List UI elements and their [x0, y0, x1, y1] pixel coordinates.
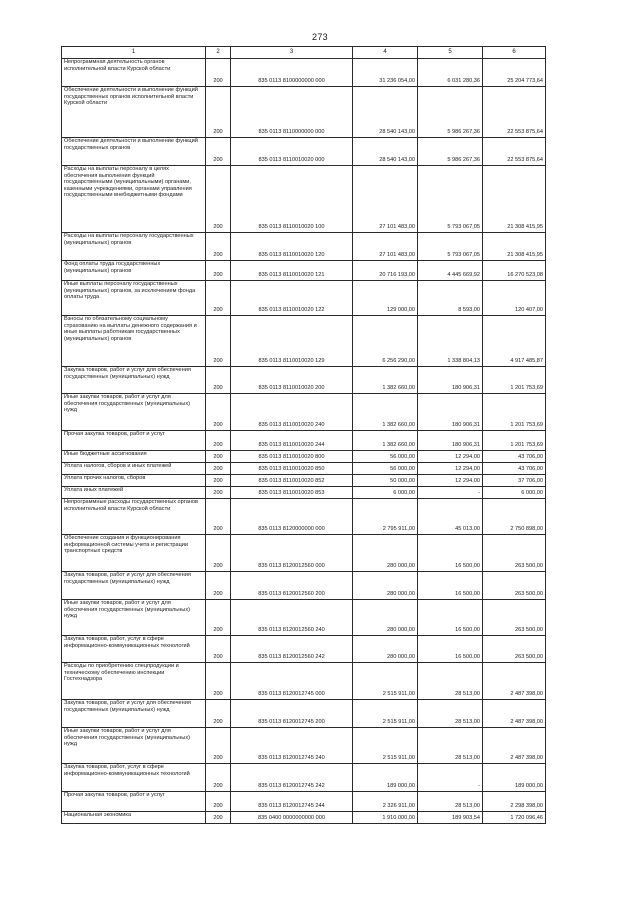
row-indicator-code: 200 [206, 475, 231, 487]
row-name: Уплата налогов, сборов и иных платежей [62, 463, 206, 475]
row-name: Закупка товаров, работ и услуг для обеспечения государственных (муниципальных) нужд [62, 700, 206, 728]
table-row [62, 87, 546, 138]
row-name: Расходы на выплаты персоналу государственных (муниципальных) органов [62, 233, 206, 261]
row-indicator-code: 200 [206, 233, 231, 261]
row-approved-amount: 28 540 143,00 [353, 87, 418, 138]
row-approved-amount: 280 000,00 [353, 572, 418, 600]
row-indicator-code: 200 [206, 281, 231, 316]
row-indicator-code: 200 [206, 636, 231, 663]
row-unexecuted-amount: 4 917 485,87 [483, 316, 546, 367]
row-unexecuted-amount: 1 201 753,69 [483, 431, 546, 451]
row-approved-amount: 6 000,00 [353, 487, 418, 499]
row-executed-amount: 4 445 669,92 [418, 261, 483, 281]
row-name: Обеспечение деятельности и выполнение функций государственных органов [62, 138, 206, 166]
row-approved-amount: 2 515 911,00 [353, 700, 418, 728]
table-row [62, 499, 546, 535]
column-header: 2 [206, 47, 231, 59]
row-budget-classification-code: 835 0400 0000000000 000 [231, 812, 353, 824]
table-row [62, 636, 546, 663]
row-name: Иные бюджетные ассигнования [62, 451, 206, 463]
row-executed-amount: - [418, 764, 483, 792]
row-budget-classification-code: 835 0113 8110010020 800 [231, 451, 353, 463]
row-name: Фонд оплаты труда государственных (муниципальных) органов [62, 261, 206, 281]
row-approved-amount: 1 382 660,00 [353, 367, 418, 394]
row-indicator-code: 200 [206, 764, 231, 792]
row-unexecuted-amount: 2 298 398,00 [483, 792, 546, 812]
table-body [62, 59, 546, 824]
row-budget-classification-code: 835 0113 8110000000 000 [231, 87, 353, 138]
row-indicator-code: 200 [206, 728, 231, 764]
row-name: Закупка товаров, работ, услуг в сфере информационно-коммуникационных технологий [62, 764, 206, 792]
row-indicator-code: 200 [206, 487, 231, 499]
row-budget-classification-code: 835 0113 8120012560 242 [231, 636, 353, 663]
row-indicator-code: 200 [206, 792, 231, 812]
row-budget-classification-code: 835 0113 8110010020 000 [231, 138, 353, 166]
row-budget-classification-code: 835 0113 8100000000 000 [231, 59, 353, 87]
table-row [62, 487, 546, 499]
row-approved-amount: 2 515 911,00 [353, 663, 418, 700]
table-row [62, 700, 546, 728]
row-approved-amount: 1 382 660,00 [353, 431, 418, 451]
column-header: 1 [62, 47, 206, 59]
row-executed-amount: 180 906,31 [418, 367, 483, 394]
row-indicator-code: 200 [206, 572, 231, 600]
row-indicator-code: 200 [206, 812, 231, 824]
table-row [62, 600, 546, 636]
row-unexecuted-amount: 21 308 415,95 [483, 166, 546, 233]
table-row [62, 431, 546, 451]
row-name: Уплата иных платежей [62, 487, 206, 499]
row-executed-amount: 189 903,54 [418, 812, 483, 824]
row-name: Прочая закупка товаров, работ и услуг [62, 792, 206, 812]
row-approved-amount: 189 000,00 [353, 764, 418, 792]
row-approved-amount: 280 000,00 [353, 600, 418, 636]
row-unexecuted-amount: 22 553 875,64 [483, 87, 546, 138]
row-name: Иные закупки товаров, работ и услуг для обеспечения государственных (муниципальных) нужд [62, 394, 206, 431]
column-header: 6 [483, 47, 546, 59]
table-row [62, 138, 546, 166]
row-executed-amount: 5 793 067,05 [418, 166, 483, 233]
row-approved-amount: 56 000,00 [353, 463, 418, 475]
row-budget-classification-code: 835 0113 8110010020 120 [231, 233, 353, 261]
row-name: Закупка товаров, работ и услуг для обеспечения государственных (муниципальных) нужд [62, 572, 206, 600]
row-executed-amount: 180 906,31 [418, 394, 483, 431]
row-unexecuted-amount: 43 706,00 [483, 451, 546, 463]
table-row [62, 463, 546, 475]
table-row [62, 281, 546, 316]
row-indicator-code: 200 [206, 700, 231, 728]
row-executed-amount: 12 294,00 [418, 451, 483, 463]
row-name: Национальная экономика [62, 812, 206, 824]
row-executed-amount: 180 906,31 [418, 431, 483, 451]
row-budget-classification-code: 835 0113 8110010020 121 [231, 261, 353, 281]
row-unexecuted-amount: 120 407,00 [483, 281, 546, 316]
row-indicator-code: 200 [206, 394, 231, 431]
table-row [62, 535, 546, 572]
row-indicator-code: 200 [206, 499, 231, 535]
row-indicator-code: 200 [206, 600, 231, 636]
row-approved-amount: 1 382 660,00 [353, 394, 418, 431]
row-name: Иные закупки товаров, работ и услуг для обеспечения государственных (муниципальных) нужд [62, 600, 206, 636]
row-name: Иные закупки товаров, работ и услуг для обеспечения государственных (муниципальных) нужд [62, 728, 206, 764]
row-indicator-code: 200 [206, 663, 231, 700]
row-unexecuted-amount: 1 201 753,69 [483, 394, 546, 431]
row-executed-amount: 16 500,00 [418, 636, 483, 663]
row-approved-amount: 20 716 193,00 [353, 261, 418, 281]
row-unexecuted-amount: 43 706,00 [483, 463, 546, 475]
table-row [62, 261, 546, 281]
row-budget-classification-code: 835 0113 8120000000 000 [231, 499, 353, 535]
row-unexecuted-amount: 1 201 753,69 [483, 367, 546, 394]
budget-execution-table [61, 46, 546, 824]
row-name: Иные выплаты персоналу государственных (муниципальных) органов, за исключением фонда оплаты труда [62, 281, 206, 316]
row-indicator-code: 200 [206, 138, 231, 166]
row-executed-amount: 16 500,00 [418, 535, 483, 572]
row-indicator-code: 200 [206, 166, 231, 233]
row-indicator-code: 200 [206, 59, 231, 87]
row-budget-classification-code: 835 0113 8110010020 852 [231, 475, 353, 487]
row-budget-classification-code: 835 0113 8120012745 000 [231, 663, 353, 700]
row-unexecuted-amount: 22 553 875,64 [483, 138, 546, 166]
row-name: Расходы на выплаты персоналу в целях обеспечения выполнения функций государственными (муниципальными) органами, казенными учреждениями, органами управления государственными внебюджетными фондами [62, 166, 206, 233]
row-unexecuted-amount: 16 270 523,08 [483, 261, 546, 281]
row-indicator-code: 200 [206, 431, 231, 451]
row-executed-amount: 5 793 067,05 [418, 233, 483, 261]
table-row [62, 572, 546, 600]
row-executed-amount: 12 294,00 [418, 475, 483, 487]
row-name: Непрограммные расходы государственных органов исполнительной власти Курской области [62, 499, 206, 535]
row-budget-classification-code: 835 0113 8110010020 129 [231, 316, 353, 367]
row-name: Закупка товаров, работ, услуг в сфере информационно-коммуникационных технологий [62, 636, 206, 663]
row-approved-amount: 280 000,00 [353, 535, 418, 572]
table-row [62, 367, 546, 394]
row-unexecuted-amount: 37 706,00 [483, 475, 546, 487]
row-name: Прочая закупка товаров, работ и услуг [62, 431, 206, 451]
table-row [62, 663, 546, 700]
row-approved-amount: 129 000,00 [353, 281, 418, 316]
row-indicator-code: 200 [206, 535, 231, 572]
row-unexecuted-amount: 6 000,00 [483, 487, 546, 499]
row-unexecuted-amount: 189 000,00 [483, 764, 546, 792]
table-row [62, 451, 546, 463]
table-row [62, 475, 546, 487]
row-budget-classification-code: 835 0113 8120012745 242 [231, 764, 353, 792]
row-unexecuted-amount: 263 500,00 [483, 600, 546, 636]
row-approved-amount: 27 101 483,00 [353, 233, 418, 261]
row-budget-classification-code: 835 0113 8120012745 240 [231, 728, 353, 764]
row-executed-amount: 28 513,00 [418, 700, 483, 728]
table-row [62, 166, 546, 233]
row-budget-classification-code: 835 0113 8110010020 853 [231, 487, 353, 499]
page-number: 273 [312, 32, 328, 42]
table-row [62, 233, 546, 261]
row-approved-amount: 1 910 000,00 [353, 812, 418, 824]
row-executed-amount: 12 294,00 [418, 463, 483, 475]
row-executed-amount: 28 513,00 [418, 663, 483, 700]
row-budget-classification-code: 835 0113 8110010020 100 [231, 166, 353, 233]
row-indicator-code: 200 [206, 316, 231, 367]
row-approved-amount: 31 236 054,00 [353, 59, 418, 87]
column-header: 4 [353, 47, 418, 59]
row-indicator-code: 200 [206, 87, 231, 138]
table-row [62, 792, 546, 812]
row-indicator-code: 200 [206, 463, 231, 475]
row-unexecuted-amount: 25 204 773,64 [483, 59, 546, 87]
row-approved-amount: 50 000,00 [353, 475, 418, 487]
row-budget-classification-code: 835 0113 8120012745 200 [231, 700, 353, 728]
row-unexecuted-amount: 2 487 398,00 [483, 728, 546, 764]
row-budget-classification-code: 835 0113 8120012560 000 [231, 535, 353, 572]
row-executed-amount: 5 986 267,36 [418, 87, 483, 138]
row-unexecuted-amount: 1 720 096,46 [483, 812, 546, 824]
row-executed-amount: 28 513,00 [418, 728, 483, 764]
row-budget-classification-code: 835 0113 8110010020 200 [231, 367, 353, 394]
table-row [62, 394, 546, 431]
table-row [62, 316, 546, 367]
row-executed-amount: 28 513,00 [418, 792, 483, 812]
table-row [62, 764, 546, 792]
row-name: Обеспечение деятельности и выполнение функций государственных органов исполнительной власти Курской области [62, 87, 206, 138]
table-row [62, 59, 546, 87]
column-header: 5 [418, 47, 483, 59]
row-name: Расходы по приобретению спецпродукции и техническому обеспечению инспекции Гостехнадзора [62, 663, 206, 700]
row-budget-classification-code: 835 0113 8120012560 240 [231, 600, 353, 636]
row-name: Закупка товаров, работ и услуг для обеспечения государственных (муниципальных) нужд [62, 367, 206, 394]
row-budget-classification-code: 835 0113 8110010020 240 [231, 394, 353, 431]
row-unexecuted-amount: 263 500,00 [483, 636, 546, 663]
table-header-row [62, 47, 546, 59]
row-executed-amount: 8 593,00 [418, 281, 483, 316]
row-executed-amount: 16 500,00 [418, 572, 483, 600]
row-executed-amount: 16 500,00 [418, 600, 483, 636]
row-unexecuted-amount: 21 308 415,95 [483, 233, 546, 261]
row-budget-classification-code: 835 0113 8120012745 244 [231, 792, 353, 812]
row-unexecuted-amount: 2 487 398,00 [483, 700, 546, 728]
row-unexecuted-amount: 263 500,00 [483, 535, 546, 572]
row-unexecuted-amount: 263 500,00 [483, 572, 546, 600]
row-approved-amount: 6 256 290,00 [353, 316, 418, 367]
row-budget-classification-code: 835 0113 8110010020 244 [231, 431, 353, 451]
row-name: Обеспечение создания и функционирования информационной системы учета и регистрации транспортных средств [62, 535, 206, 572]
column-header: 3 [231, 47, 353, 59]
row-executed-amount: - [418, 487, 483, 499]
row-executed-amount: 5 986 267,36 [418, 138, 483, 166]
table-row [62, 812, 546, 824]
row-approved-amount: 2 515 911,00 [353, 728, 418, 764]
row-name: Уплата прочих налогов, сборов [62, 475, 206, 487]
row-approved-amount: 28 540 143,00 [353, 138, 418, 166]
row-executed-amount: 1 338 804,13 [418, 316, 483, 367]
row-approved-amount: 280 000,00 [353, 636, 418, 663]
table-row [62, 728, 546, 764]
row-name: Непрограммная деятельность органов исполнительной власти Курской области [62, 59, 206, 87]
row-approved-amount: 2 326 911,00 [353, 792, 418, 812]
row-approved-amount: 2 795 911,00 [353, 499, 418, 535]
row-indicator-code: 200 [206, 261, 231, 281]
row-unexecuted-amount: 2 750 898,00 [483, 499, 546, 535]
row-executed-amount: 45 013,00 [418, 499, 483, 535]
row-budget-classification-code: 835 0113 8120012560 200 [231, 572, 353, 600]
row-unexecuted-amount: 2 487 398,00 [483, 663, 546, 700]
row-budget-classification-code: 835 0113 8110010020 122 [231, 281, 353, 316]
row-indicator-code: 200 [206, 451, 231, 463]
row-executed-amount: 6 031 280,36 [418, 59, 483, 87]
row-approved-amount: 27 101 483,00 [353, 166, 418, 233]
row-approved-amount: 56 000,00 [353, 451, 418, 463]
row-indicator-code: 200 [206, 367, 231, 394]
row-budget-classification-code: 835 0113 8110010020 850 [231, 463, 353, 475]
row-name: Взносы по обязательному социальному страхованию на выплаты денежного содержания и иные выплаты работникам государственных (муниципальных) органов [62, 316, 206, 367]
